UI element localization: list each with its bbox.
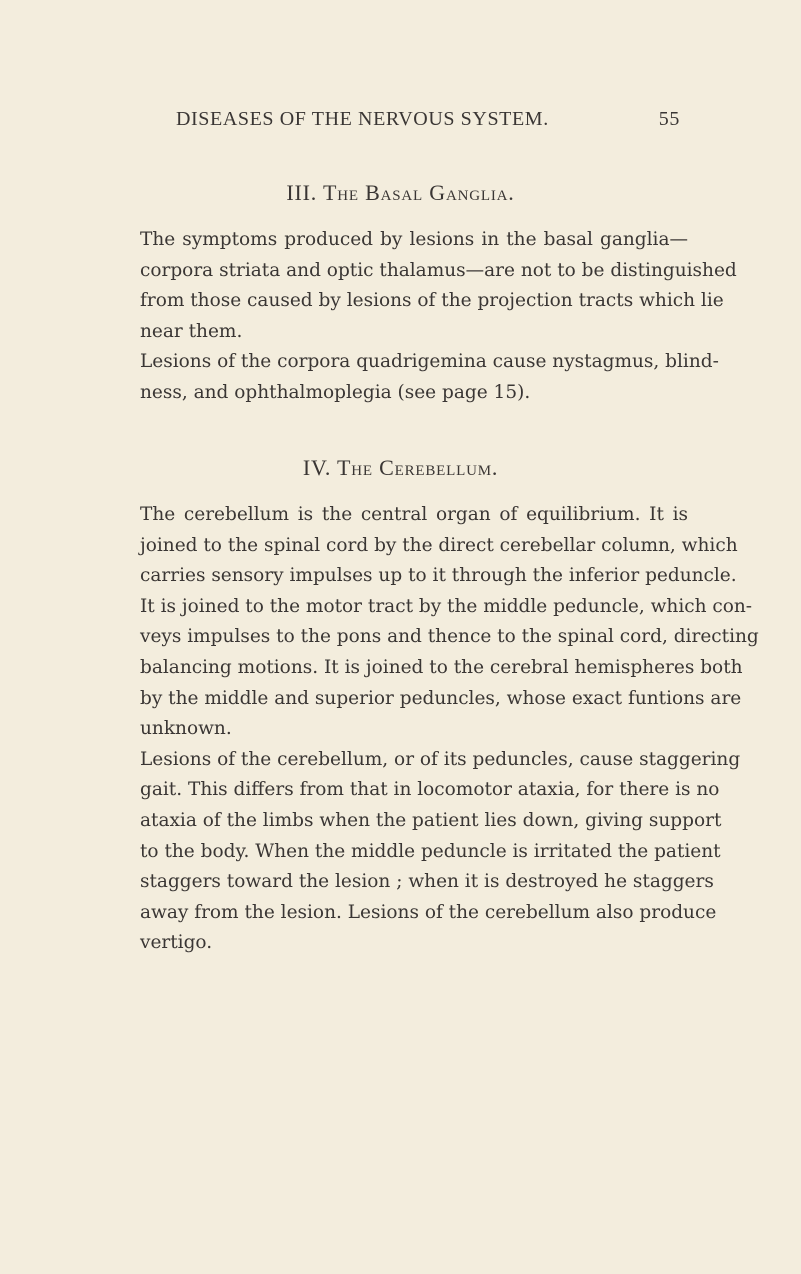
paragraph: [140, 225, 737, 347]
text-line: The cerebellum is the central organ of equilibrium. It is: [140, 504, 688, 525]
text-line: from those caused by lesions of the projection tracts which lie: [140, 290, 724, 312]
text-line: It is joined to the motor tract by the middle peduncle, which con-: [140, 595, 753, 617]
text-line: ness, and ophthalmoplegia (see page 15).: [140, 381, 531, 403]
text-line: balancing motions. It is joined to the cerebral hemispheres both: [140, 656, 743, 678]
section-heading-basal-ganglia: III. The Basal Ganglia.: [286, 180, 515, 205]
text-line: to the body. When the middle peduncle is irritated the patient: [140, 840, 721, 862]
paragraph: [140, 500, 759, 745]
running-head-title: DISEASES OF THE NERVOUS SYSTEM.: [176, 108, 549, 130]
text-line: Lesions of the corpora quadrigemina cause nystagmus, blind-: [140, 351, 719, 373]
text-line: carries sensory impulses up to it through the inferior peduncle.: [140, 565, 737, 587]
section-heading-cerebellum: IV. The Cerebellum.: [302, 455, 499, 480]
paragraph: [140, 745, 741, 959]
section-body-cerebellum: [140, 500, 759, 959]
paragraph: [140, 347, 719, 408]
text-line: veys impulses to the pons and thence to the spinal cord, directing: [140, 626, 759, 648]
text-line: staggers toward the lesion ; when it is destroyed he staggers: [140, 871, 714, 893]
text-line: away from the lesion. Lesions of the cerebellum also produce: [140, 901, 717, 923]
text-line: ataxia of the limbs when the patient lies down, giving support: [140, 809, 722, 831]
text-line: unknown.: [140, 718, 232, 740]
text-line: near them.: [140, 320, 243, 342]
text-line: The symptoms produced by lesions in the basal ganglia—: [140, 229, 688, 250]
text-line: vertigo.: [140, 932, 213, 954]
text-line: corpora striata and optic thalamus—are not to be distinguished: [140, 259, 737, 281]
text-line: gait. This differs from that in locomotor ataxia, for there is no: [140, 779, 720, 801]
text-line: by the middle and superior peduncles, whose exact funtions are: [140, 687, 742, 709]
section-body-basal-ganglia: [140, 225, 737, 409]
text-line: Lesions of the cerebellum, or of its peduncles, cause staggering: [140, 748, 741, 770]
page-number: 55: [658, 108, 680, 130]
text-line: joined to the spinal cord by the direct cerebellar column, which: [140, 534, 738, 556]
